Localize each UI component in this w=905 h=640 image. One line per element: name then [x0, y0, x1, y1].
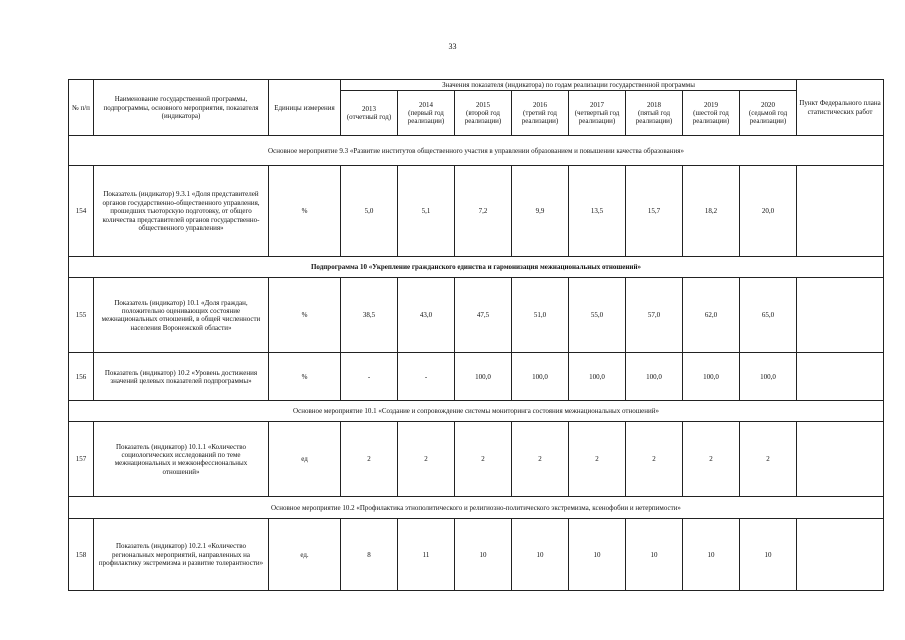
- row-value: 100,0: [455, 353, 512, 401]
- row-value: 55,0: [569, 278, 626, 353]
- indicator-table: [68, 79, 884, 591]
- row-num: 158: [69, 519, 94, 591]
- header-year-2019: 2019 (шестой год реализации): [683, 91, 740, 136]
- row-name: Показатель (индикатор) 10.1 «Доля граждан, положительно оценивающих состояние межнациональных отношений, в общей численности населения Воронежской области»: [94, 278, 269, 353]
- row-name: Показатель (индикатор) 10.1.1 «Количество социологических исследований по теме межнациональных и межконфессиональных отношений»: [94, 422, 269, 497]
- header-plan: Пункт Федерального плана статистических работ: [797, 80, 884, 136]
- section-measure-9-3: Основное мероприятие 9.3 «Развитие институтов общественного участия в управлении образованием и повышении качества образования»: [69, 136, 884, 166]
- row-plan: [797, 166, 884, 257]
- header-year-2013: 2013 (отчетный год): [341, 91, 398, 136]
- header-name: Наименование государственной программы, подпрограммы, основного мероприятия, показателя (индикатора): [94, 80, 269, 136]
- row-value: -: [341, 353, 398, 401]
- row-value: 100,0: [569, 353, 626, 401]
- row-unit: ед.: [269, 519, 341, 591]
- table-row: [69, 519, 884, 591]
- row-name: Показатель (индикатор) 9.3.1 «Доля представителей органов государственно-общественного управления, прошедших тьюторскую подготовку, от общего количества представителей органов государственно-общественного управления»: [94, 166, 269, 257]
- header-year-2014: 2014 (первый год реализации): [398, 91, 455, 136]
- row-value: 100,0: [512, 353, 569, 401]
- row-value: 10: [512, 519, 569, 591]
- row-num: 154: [69, 166, 94, 257]
- row-plan: [797, 519, 884, 591]
- row-value: 10: [683, 519, 740, 591]
- section-subprogram-10: Подпрограмма 10 «Укрепление гражданского единства и гармонизация межнациональных отношений»: [69, 257, 884, 278]
- table-row: [69, 278, 884, 353]
- row-value: 100,0: [683, 353, 740, 401]
- table-row: [69, 166, 884, 257]
- header-year-2018: 2018 (пятый год реализации): [626, 91, 683, 136]
- page-number: 33: [448, 42, 457, 51]
- header-values-group: Значения показателя (индикатора) по годам реализации государственной программы: [341, 80, 797, 91]
- row-value: 47,5: [455, 278, 512, 353]
- row-value: 57,0: [626, 278, 683, 353]
- row-value: -: [398, 353, 455, 401]
- row-value: 2: [398, 422, 455, 497]
- row-value: 100,0: [740, 353, 797, 401]
- row-value: 51,0: [512, 278, 569, 353]
- row-value: 7,2: [455, 166, 512, 257]
- row-value: 5,1: [398, 166, 455, 257]
- row-value: 9,9: [512, 166, 569, 257]
- row-value: 10: [455, 519, 512, 591]
- row-value: 8: [341, 519, 398, 591]
- table-row: [69, 422, 884, 497]
- row-value: 2: [455, 422, 512, 497]
- row-num: 157: [69, 422, 94, 497]
- header-unit: Единицы измерения: [269, 80, 341, 136]
- header-year-2020: 2020 (седьмой год реализации): [740, 91, 797, 136]
- header-year-2016: 2016 (третий год реализации): [512, 91, 569, 136]
- row-unit: %: [269, 278, 341, 353]
- section-measure-10-1: Основное мероприятие 10.1 «Создание и сопровождение системы мониторинга состояния межнациональных отношений»: [69, 401, 884, 422]
- row-plan: [797, 278, 884, 353]
- row-value: 62,0: [683, 278, 740, 353]
- header-year-2017: 2017 (четвертый год реализации): [569, 91, 626, 136]
- row-name: Показатель (индикатор) 10.2.1 «Количество региональных мероприятий, направленных на профилактику экстремизма и развитие толерантности»: [94, 519, 269, 591]
- row-value: 11: [398, 519, 455, 591]
- row-unit: ед: [269, 422, 341, 497]
- header-num: № п/п: [69, 80, 94, 136]
- row-value: 65,0: [740, 278, 797, 353]
- row-value: 2: [683, 422, 740, 497]
- row-value: 100,0: [626, 353, 683, 401]
- row-value: 38,5: [341, 278, 398, 353]
- row-value: 2: [626, 422, 683, 497]
- header-year-2015: 2015 (второй год реализации): [455, 91, 512, 136]
- row-unit: %: [269, 353, 341, 401]
- table-row: [69, 353, 884, 401]
- row-plan: [797, 422, 884, 497]
- row-unit: %: [269, 166, 341, 257]
- row-plan: [797, 353, 884, 401]
- row-value: 18,2: [683, 166, 740, 257]
- row-value: 20,0: [740, 166, 797, 257]
- row-value: 2: [740, 422, 797, 497]
- row-value: 15,7: [626, 166, 683, 257]
- row-name: Показатель (индикатор) 10.2 «Уровень достижения значений целевых показателей подпрограммы»: [94, 353, 269, 401]
- row-value: 5,0: [341, 166, 398, 257]
- row-value: 43,0: [398, 278, 455, 353]
- section-measure-10-2: Основное мероприятие 10.2 «Профилактика этнополитического и религиозно-политического экстремизма, ксенофобии и нетерпимости»: [69, 497, 884, 519]
- row-value: 10: [740, 519, 797, 591]
- row-value: 2: [569, 422, 626, 497]
- row-num: 155: [69, 278, 94, 353]
- row-value: 10: [626, 519, 683, 591]
- row-num: 156: [69, 353, 94, 401]
- row-value: 2: [512, 422, 569, 497]
- row-value: 2: [341, 422, 398, 497]
- row-value: 10: [569, 519, 626, 591]
- row-value: 13,5: [569, 166, 626, 257]
